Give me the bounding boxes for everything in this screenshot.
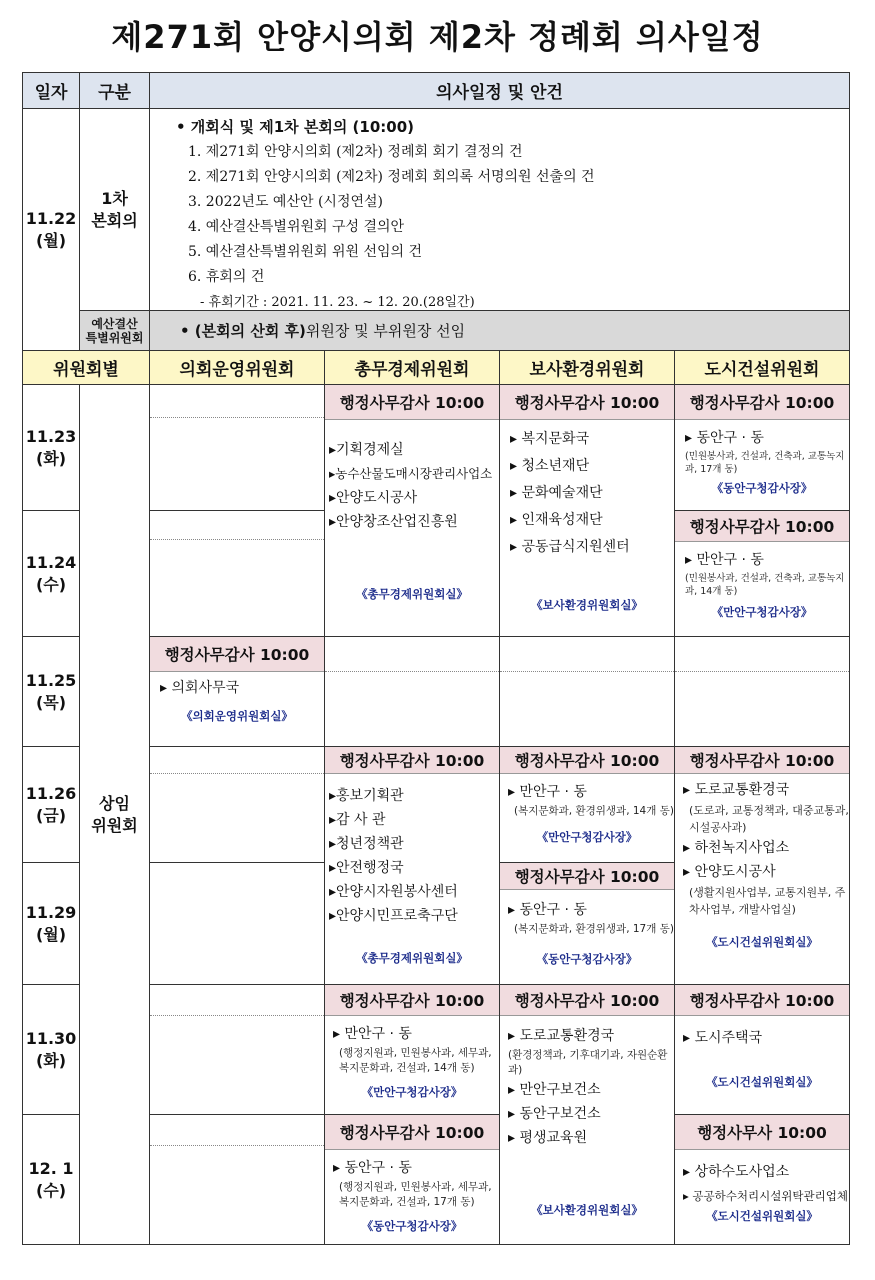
audit-detail: (생활지원사업부, 교통지원부, 주차사업부, 개발사업실) bbox=[689, 886, 846, 916]
c4-block-a2 bbox=[674, 510, 850, 637]
weekday-text: (수) bbox=[35, 1180, 67, 1200]
audit-target: ▸홍보기획관 bbox=[329, 788, 404, 804]
audit-label: 행정사무감사 10:00 bbox=[500, 985, 674, 1016]
date-cell bbox=[22, 636, 80, 747]
audit-target: ▸ 도로교통환경국 bbox=[683, 782, 790, 798]
audit-detail: (행정지원과, 민원봉사과, 세무과, 복지문화과, 건설과, 14개 동) bbox=[339, 1047, 492, 1074]
audit-label: 행정사무감사 10:00 bbox=[150, 637, 324, 672]
date-text: 11.26 bbox=[25, 783, 77, 803]
plenary-date bbox=[22, 108, 80, 351]
audit-target: ▸ 인재육성재단 bbox=[510, 512, 603, 528]
audit-target: ▸ 복지문화국 bbox=[510, 431, 590, 447]
budget-bold-text: • (본회의 산회 후) bbox=[180, 322, 306, 340]
audit-target: ▸감 사 관 bbox=[329, 812, 386, 828]
c2-block-c bbox=[324, 746, 500, 985]
c1-block-d2 bbox=[149, 1114, 325, 1245]
kind-text: 1차 bbox=[101, 188, 128, 208]
weekday-text: (목) bbox=[35, 692, 67, 712]
kind-text: 상임 bbox=[99, 793, 130, 813]
kind-text: 위원회 bbox=[91, 815, 138, 835]
audit-detail: (행정지원과, 민원봉사과, 세무과, 복지문화과, 건설과, 17개 동) bbox=[339, 1181, 492, 1208]
page-title: 제271회 안양시의회 제2차 정례회 의사일정 bbox=[111, 18, 764, 56]
budget-rest-text: 위원장 및 부위원장 선임 bbox=[305, 322, 466, 340]
date-cell bbox=[22, 862, 80, 985]
date-text: 12. 1 bbox=[28, 1158, 74, 1178]
date-cell bbox=[22, 746, 80, 863]
c4-block-c bbox=[674, 746, 850, 985]
venue-label: 《만안구청감사장》 bbox=[536, 830, 638, 844]
audit-target: ▸안양창조산업진흥원 bbox=[329, 514, 458, 530]
c1-block-c2 bbox=[149, 862, 325, 985]
venue-label: 《동안구청감사장》 bbox=[711, 481, 813, 495]
kind-text: 예산결산 bbox=[91, 316, 138, 331]
c4-block-d1 bbox=[674, 984, 850, 1115]
audit-target: ▸ 동안구보건소 bbox=[508, 1106, 601, 1122]
audit-detail: (민원봉사과, 건설과, 건축과, 교통녹지과, 14개 동) bbox=[685, 573, 845, 597]
audit-label: 행정사무감사 10:00 bbox=[325, 385, 499, 420]
venue-label: 《만안구청감사장》 bbox=[711, 605, 813, 619]
audit-target: ▸ 공동급식지원센터 bbox=[510, 539, 630, 555]
audit-label: 행정사무감사 10:00 bbox=[675, 385, 849, 420]
audit-label: 행정사무감사 10:00 bbox=[500, 863, 674, 890]
audit-target: ▸ 평생교육원 bbox=[508, 1130, 588, 1146]
venue-label: 《도시건설위원회실》 bbox=[706, 935, 818, 949]
standing-committee bbox=[79, 384, 150, 1245]
audit-target: ▸ 동안구 · 동 bbox=[685, 430, 764, 446]
recess-period: - 휴회기간 : 2021. 11. 23. ~ 12. 20.(28일간) bbox=[200, 295, 475, 310]
audit-detail: (복지문화과, 환경위생과, 17개 동) bbox=[514, 923, 674, 935]
c2-block-d bbox=[324, 984, 500, 1115]
plenary-agenda bbox=[149, 108, 850, 311]
date-text: 11.25 bbox=[25, 670, 77, 690]
audit-target: ▸ 만안구 · 동 bbox=[685, 552, 764, 568]
audit-target: ▸ 도시주택국 bbox=[683, 1030, 763, 1046]
venue-label: 《도시건설위원회실》 bbox=[706, 1075, 818, 1089]
audit-label: 행정사무감사 10:00 bbox=[675, 747, 849, 774]
c4-block-b bbox=[674, 636, 850, 747]
weekday-text: (월) bbox=[35, 924, 67, 944]
date-cell bbox=[22, 984, 80, 1115]
committee-header-c3: 보사환경위원회 bbox=[499, 350, 675, 385]
plenary-heading: • 개회식 및 제1차 본회의 (10:00) bbox=[176, 118, 415, 136]
audit-detail: (도로과, 교통정책과, 대중교통과, 시설공사과) bbox=[689, 804, 849, 834]
c4-block-a1 bbox=[674, 384, 850, 511]
c3-block-c1 bbox=[499, 746, 675, 863]
venue-label: 《만안구청감사장》 bbox=[361, 1085, 463, 1099]
date-text: 11.30 bbox=[25, 1028, 77, 1048]
agenda-item: 2. 제271회 안양시의회 (제2차) 정례회 회의록 서명의원 선출의 건 bbox=[188, 169, 595, 185]
audit-target: ▸안전행정국 bbox=[329, 860, 404, 876]
audit-target: ▸ 만안구보건소 bbox=[508, 1082, 601, 1098]
audit-target: ▸ 동안구 · 동 bbox=[333, 1160, 412, 1176]
c3-block-d bbox=[499, 984, 675, 1245]
header-category: 구분 bbox=[79, 72, 150, 109]
weekday-text: (화) bbox=[35, 1050, 67, 1070]
c3-block-b bbox=[499, 636, 675, 747]
audit-target: ▸ 도로교통환경국 bbox=[508, 1028, 615, 1044]
audit-target: ▸안양시자원봉사센터 bbox=[329, 884, 458, 900]
c1-block-d bbox=[149, 984, 325, 1115]
agenda-item: 4. 예산결산특별위원회 구성 결의안 bbox=[188, 219, 405, 235]
weekday-text: (화) bbox=[35, 448, 67, 468]
c1-block-c bbox=[149, 746, 325, 863]
c4-block-d2 bbox=[674, 1114, 850, 1245]
audit-target: ▸농수산물도매시장관리사업소 bbox=[329, 466, 493, 481]
kind-text: 특별위원회 bbox=[85, 330, 144, 345]
c2-block-e bbox=[324, 1114, 500, 1245]
c2-block-b bbox=[324, 636, 500, 747]
weekday-text: (월) bbox=[35, 230, 67, 250]
audit-target: ▸ 동안구 · 동 bbox=[508, 902, 587, 918]
date-cell bbox=[22, 510, 80, 637]
audit-label: 행정사무감사 10:00 bbox=[500, 385, 674, 420]
audit-target: ▸안양시민프로축구단 bbox=[329, 908, 458, 924]
budget-agenda bbox=[149, 310, 850, 351]
weekday-text: (금) bbox=[35, 805, 67, 825]
date-cell bbox=[22, 384, 80, 511]
agenda-item: 3. 2022년도 예산안 (시정연설) bbox=[188, 194, 383, 210]
audit-target: ▸ 만안구 · 동 bbox=[333, 1026, 412, 1042]
committee-header-c4: 도시건설위원회 bbox=[674, 350, 850, 385]
audit-label: 행정사무감사 10:00 bbox=[325, 747, 499, 774]
c2-block-a bbox=[324, 384, 500, 637]
c1-block-a bbox=[149, 384, 325, 511]
committee-header-c2: 총무경제위원회 bbox=[324, 350, 500, 385]
audit-target: ▸ 안양도시공사 bbox=[683, 864, 776, 880]
audit-label: 행정사무감사 10:00 bbox=[325, 985, 499, 1016]
audit-target: ▸기획경제실 bbox=[329, 442, 404, 458]
audit-target: ▸ 의회사무국 bbox=[160, 680, 240, 696]
audit-target: ▸청년정책관 bbox=[329, 836, 404, 852]
agenda-item: 5. 예산결산특별위원회 위원 선임의 건 bbox=[188, 244, 423, 260]
venue-label: 《총무경제위원회실》 bbox=[356, 951, 468, 965]
agenda-item: 6. 휴회의 건 bbox=[188, 269, 265, 285]
audit-detail: (복지문화과, 환경위생과, 14개 동) bbox=[514, 805, 674, 817]
date-text: 11.22 bbox=[25, 208, 77, 228]
audit-detail: (환경정책과, 기후대기과, 자원순환과) bbox=[508, 1049, 668, 1076]
audit-target: ▸ 만안구 · 동 bbox=[508, 784, 587, 800]
committee-header-label: 위원회별 bbox=[22, 350, 150, 385]
venue-label: 《도시건설위원회실》 bbox=[706, 1209, 818, 1223]
venue-label: 《동안구청감사장》 bbox=[536, 952, 638, 966]
audit-label: 행정사무사 10:00 bbox=[675, 1115, 849, 1150]
kind-text: 본회의 bbox=[91, 210, 138, 230]
date-cell bbox=[22, 1114, 80, 1245]
c1-block-b bbox=[149, 636, 325, 747]
audit-target: ▸ 하천녹지사업소 bbox=[683, 840, 790, 856]
audit-target: ▸ 문화예술재단 bbox=[510, 485, 603, 501]
date-text: 11.29 bbox=[25, 902, 77, 922]
audit-target: ▸ 상하수도사업소 bbox=[683, 1164, 790, 1180]
budget-kind bbox=[79, 310, 150, 351]
weekday-text: (수) bbox=[35, 574, 67, 594]
header-date: 일자 bbox=[22, 72, 80, 109]
audit-target: ▸ 공공하수처리시설위탁관리업체 bbox=[683, 1189, 848, 1203]
audit-label: 행정사무감사 10:00 bbox=[675, 985, 849, 1016]
venue-label: 《동안구청감사장》 bbox=[361, 1219, 463, 1233]
audit-label: 행정사무감사 10:00 bbox=[500, 747, 674, 774]
venue-label: 《보사환경위원회실》 bbox=[531, 1203, 643, 1217]
venue-label: 《총무경제위원회실》 bbox=[356, 587, 468, 601]
venue-label: 《보사환경위원회실》 bbox=[531, 598, 643, 612]
c3-block-a bbox=[499, 384, 675, 637]
c3-block-c2 bbox=[499, 862, 675, 985]
audit-label: 행정사무감사 10:00 bbox=[675, 511, 849, 542]
date-text: 11.24 bbox=[25, 552, 77, 572]
committee-header-c1: 의회운영위원회 bbox=[149, 350, 325, 385]
plenary-kind bbox=[79, 108, 150, 311]
agenda-item: 1. 제271회 안양시의회 (제2차) 정례회 회기 결정의 건 bbox=[188, 144, 523, 160]
audit-target: ▸안양도시공사 bbox=[329, 490, 418, 506]
audit-target: ▸ 청소년재단 bbox=[510, 458, 590, 474]
c1-block-a2 bbox=[149, 510, 325, 637]
header-agenda: 의사일정 및 안건 bbox=[149, 72, 850, 109]
venue-label: 《의회운영위원회실》 bbox=[181, 709, 293, 723]
date-text: 11.23 bbox=[25, 426, 77, 446]
audit-label: 행정사무감사 10:00 bbox=[325, 1115, 499, 1150]
audit-detail: (민원봉사과, 건설과, 건축과, 교통녹지과, 17개 동) bbox=[685, 451, 845, 475]
